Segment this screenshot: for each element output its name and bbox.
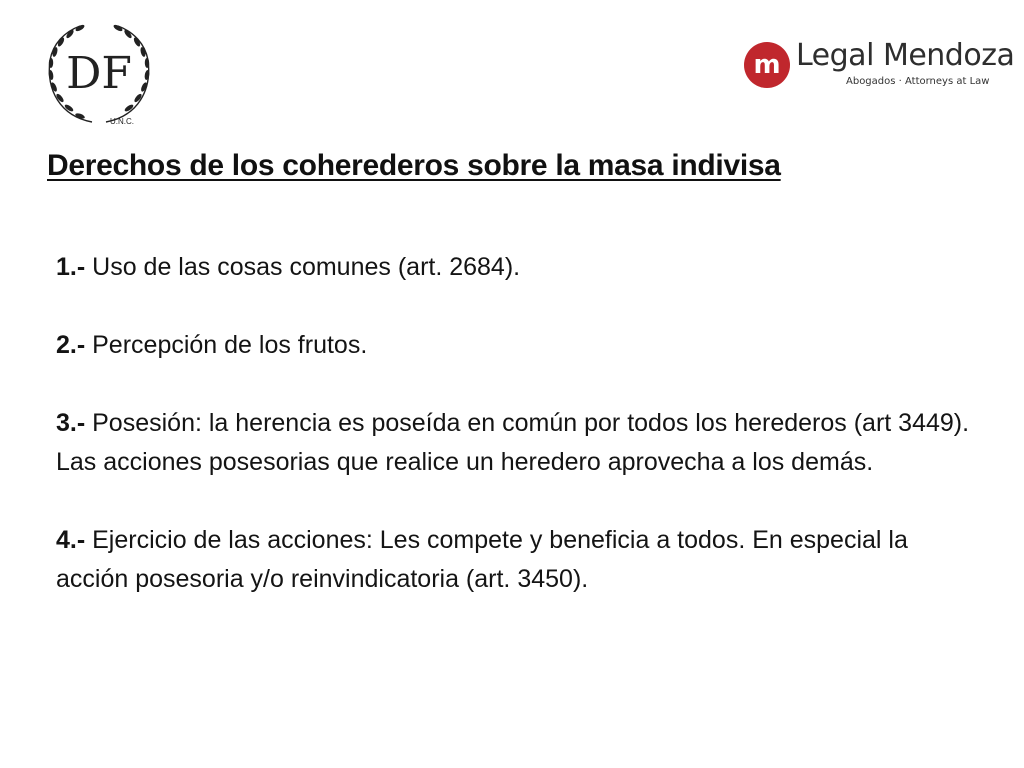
item-text: Percepción de los frutos. xyxy=(85,331,368,359)
list-item xyxy=(56,326,986,365)
list-item xyxy=(56,521,986,599)
brand-tagline: Abogados · Attorneys at Law xyxy=(846,76,990,87)
item-number: 4.- xyxy=(56,526,86,554)
item-number: 2.- xyxy=(56,331,86,359)
faculty-seal-logo xyxy=(40,20,158,132)
seal-caption: U.N.C. xyxy=(110,117,134,126)
rights-list xyxy=(56,248,986,599)
item-number: 1.- xyxy=(56,253,86,281)
item-text: Ejercicio de las acciones: Les compete y beneficia a todos. En especial la acción posesoria y/o reinvindicatoria (art. 3450). xyxy=(56,526,908,593)
legal-mendoza-logo xyxy=(742,38,1015,94)
list-item xyxy=(56,404,986,482)
item-text: Uso de las cosas comunes (art. 2684). xyxy=(85,253,521,281)
brand-name: Legal Mendoza xyxy=(796,38,1015,73)
list-item xyxy=(56,248,986,287)
seal-monogram: DF xyxy=(66,48,132,99)
brand-circle-icon xyxy=(742,40,792,90)
slide-title: Derechos de los coherederos sobre la masa indivisa xyxy=(47,149,781,182)
item-number: 3.- xyxy=(56,409,86,437)
laurel-wreath-icon xyxy=(40,20,158,132)
brand-mark-letter: m xyxy=(753,50,781,80)
item-text: Posesión: la herencia es poseída en común por todos los herederos (art 3449). Las acciones posesorias que realice un heredero aprovecha a los demás. xyxy=(56,409,970,476)
